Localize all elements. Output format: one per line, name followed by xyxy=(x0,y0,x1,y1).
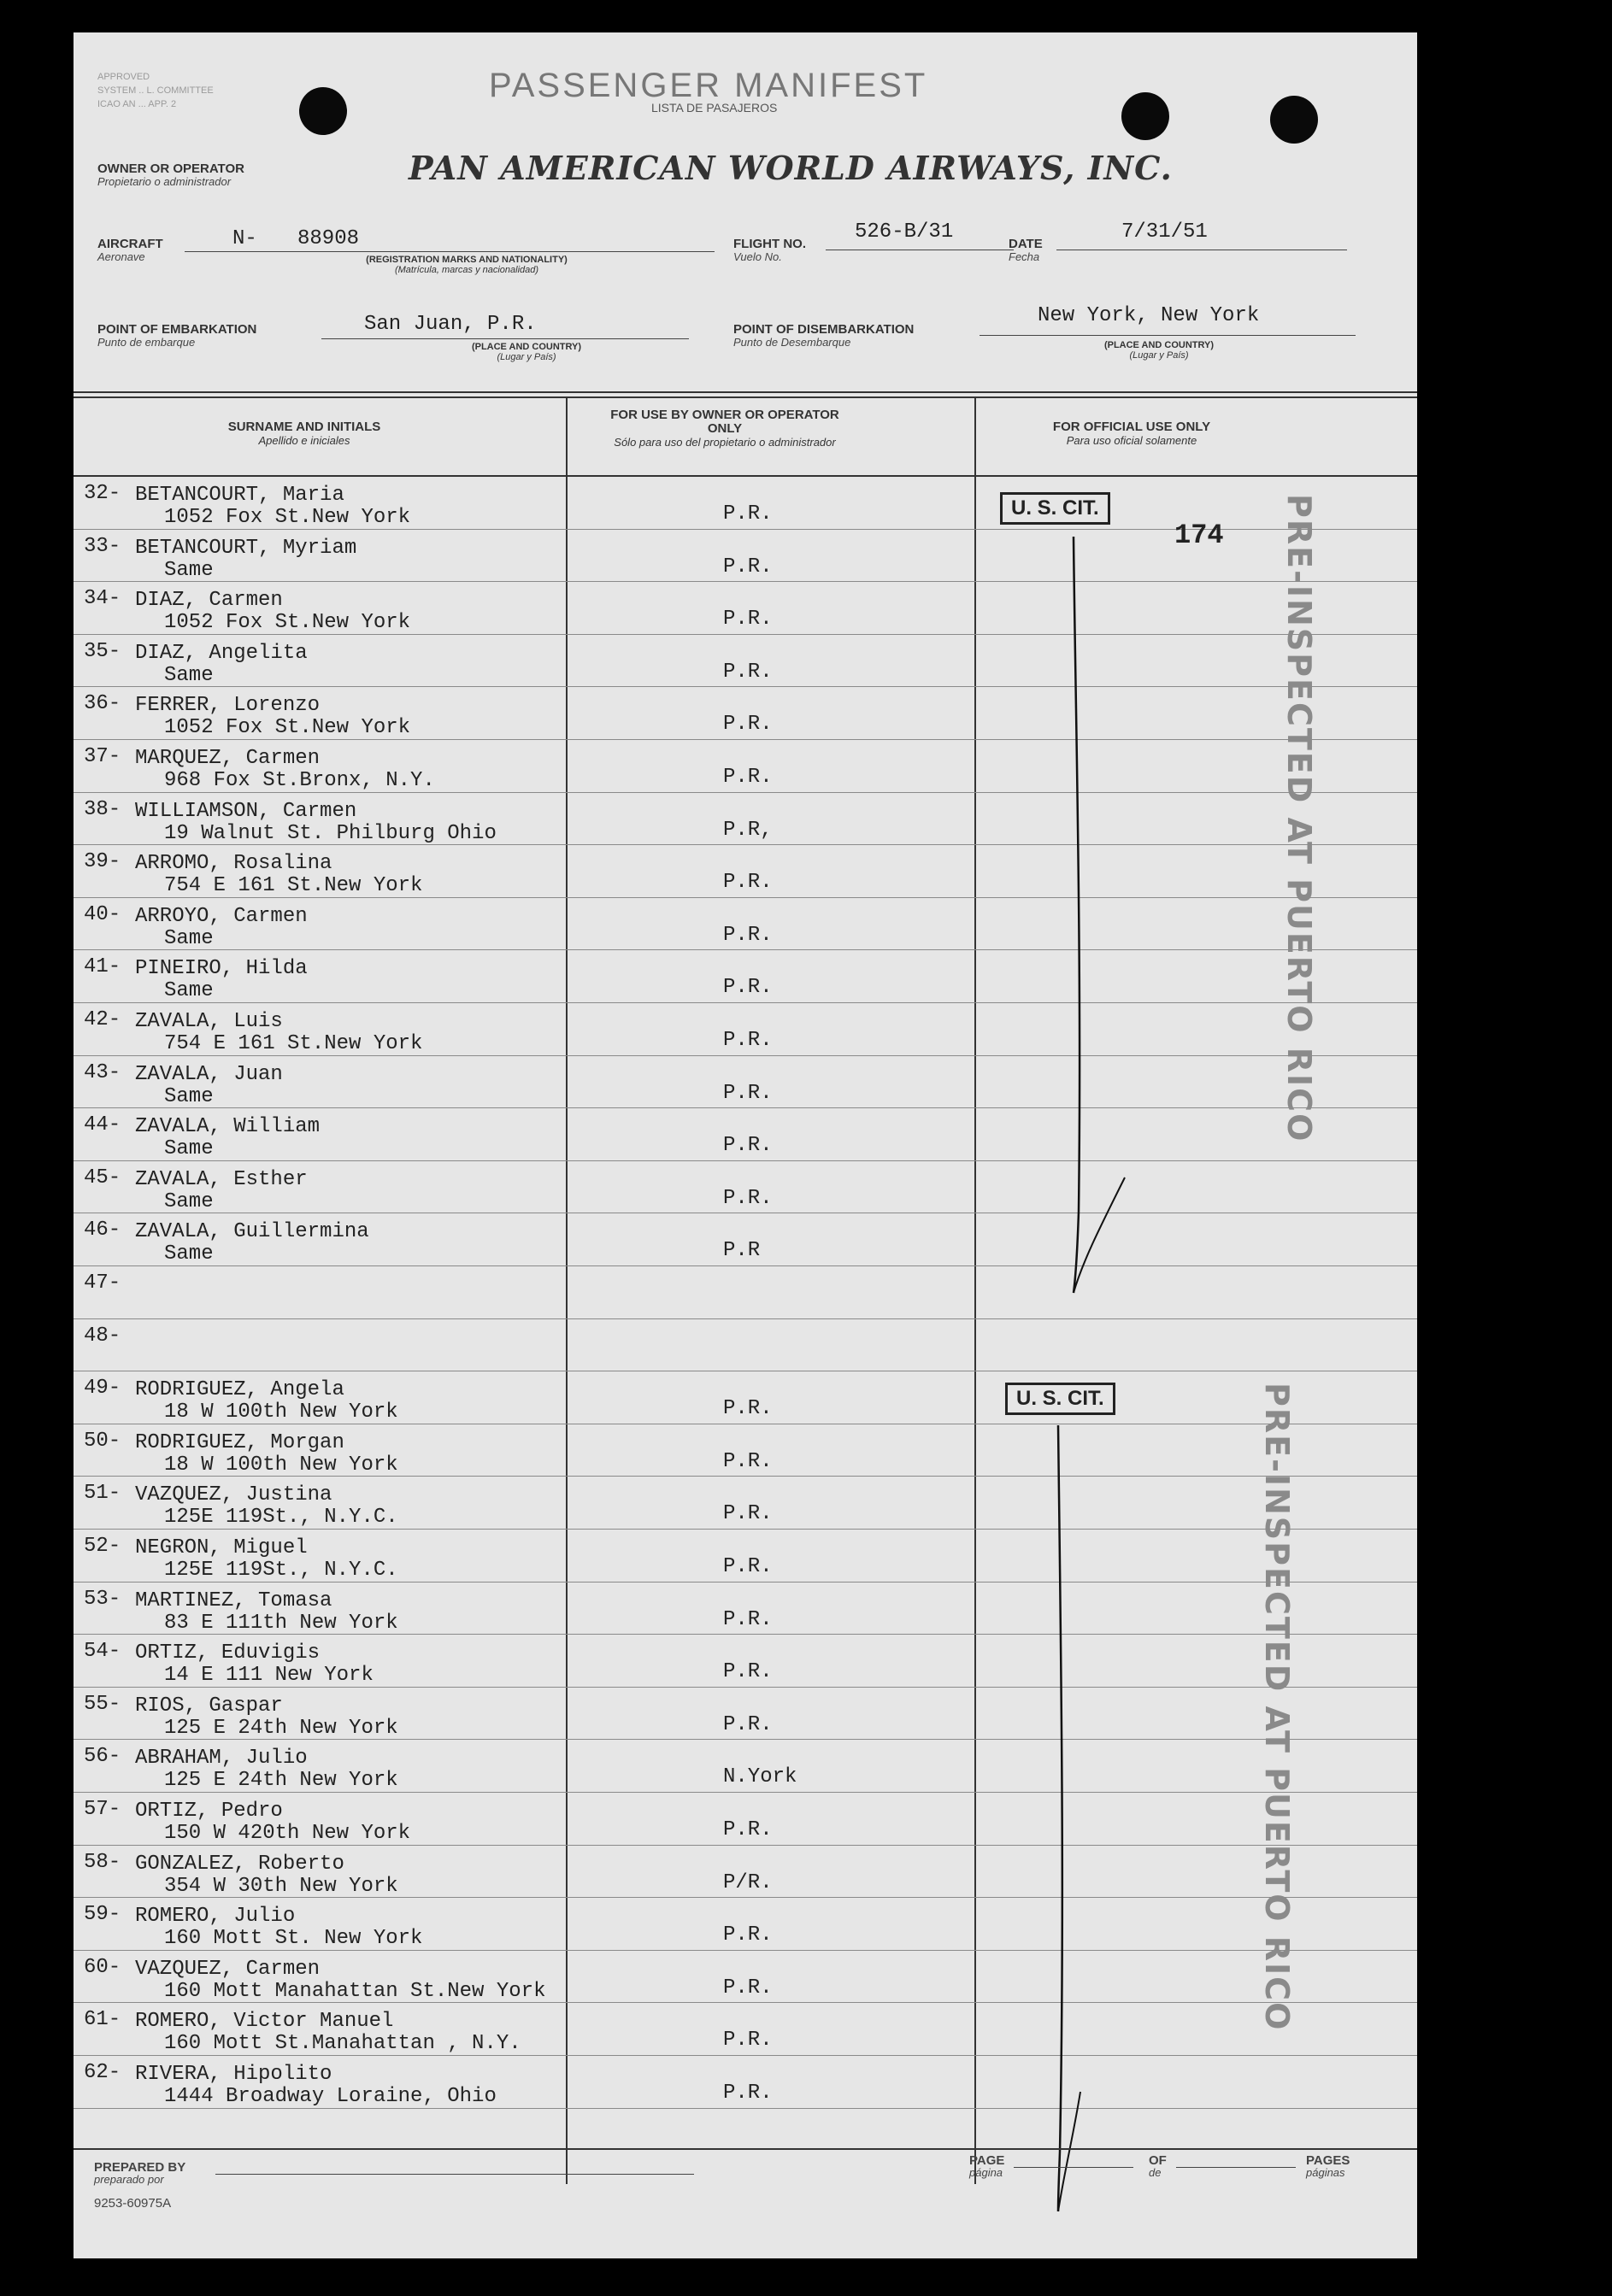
passenger-origin-code: P.R. xyxy=(723,923,773,947)
passenger-origin-code: P.R xyxy=(723,1239,761,1263)
of-line xyxy=(1176,2167,1296,2168)
passenger-address: 754 E 161 St.New York xyxy=(164,1032,423,1055)
form-number: 9253-60975A xyxy=(94,2196,172,2211)
aircraft-label-es: Aeronave xyxy=(97,250,145,263)
column-header-name xyxy=(125,420,484,448)
passenger-name: FERRER, Lorenzo xyxy=(135,694,321,718)
us-citizen-stamp: U. S. CIT. xyxy=(1005,1383,1115,1415)
passenger-number: 62- xyxy=(84,2061,121,2084)
passenger-number: 45- xyxy=(84,1166,121,1189)
passenger-number: 42- xyxy=(84,1008,121,1031)
passenger-name: GONZALEZ, Roberto xyxy=(135,1852,344,1876)
passenger-origin-code: P.R. xyxy=(723,555,773,578)
passenger-address: 18 W 100th New York xyxy=(164,1401,398,1424)
handwritten-check-marks xyxy=(980,528,1150,2237)
table-row xyxy=(74,1583,1417,1635)
column-header-official xyxy=(969,420,1294,448)
table-row xyxy=(74,1424,1417,1477)
date-label-es: Fecha xyxy=(1009,250,1040,263)
place-note-es: (Lugar y País) xyxy=(1129,350,1189,361)
passenger-name: ABRAHAM, Julio xyxy=(135,1747,308,1770)
page-label xyxy=(969,2155,1004,2179)
table-top-rule xyxy=(74,391,1417,393)
passenger-origin-code: P.R. xyxy=(723,713,773,737)
passenger-address: 14 E 111 New York xyxy=(164,1664,374,1688)
table-row xyxy=(74,1003,1417,1056)
place-note-es: (Lugar y País) xyxy=(497,352,556,362)
passenger-address: 125E 119St., N.Y.C. xyxy=(164,1506,398,1530)
passenger-origin-code: P.R. xyxy=(723,1502,773,1526)
passenger-name: BETANCOURT, Maria xyxy=(135,484,344,507)
passenger-origin-code: P.R. xyxy=(723,1712,773,1736)
approval-note xyxy=(97,70,214,111)
passenger-address: Same xyxy=(164,558,214,582)
passenger-number: 35- xyxy=(84,639,121,663)
table-row xyxy=(74,2003,1417,2056)
passenger-origin-code: P/R. xyxy=(723,1870,773,1894)
flight-number: 526-B/31 xyxy=(855,220,954,244)
passenger-name: ORTIZ, Pedro xyxy=(135,1800,283,1823)
registration-note-en: (REGISTRATION MARKS AND NATIONALITY) xyxy=(366,255,568,265)
embarkation-label-en: POINT OF EMBARKATION xyxy=(97,322,257,337)
table-row xyxy=(74,845,1417,898)
embarkation-underline xyxy=(321,338,689,339)
passenger-address: 160 Mott Manahattan St.New York xyxy=(164,1979,546,2003)
prepared-by-label xyxy=(94,2162,185,2186)
passenger-origin-code: P.R. xyxy=(723,1818,773,1841)
column-header-owner xyxy=(597,408,853,449)
page-subtitle: LISTA DE PASAJEROS xyxy=(651,101,778,115)
passenger-name: RIVERA, Hipolito xyxy=(135,2063,332,2086)
passenger-name: MARQUEZ, Carmen xyxy=(135,747,321,770)
pages-label-es: páginas xyxy=(1306,2166,1345,2179)
table-row xyxy=(74,582,1417,635)
manifest-sheet xyxy=(74,32,1417,2258)
page-label-en: PAGE xyxy=(969,2153,1005,2168)
column-header-name-en: SURNAME AND INITIALS xyxy=(227,420,381,434)
page-label-es: página xyxy=(969,2166,1003,2179)
passenger-number: 32- xyxy=(84,482,121,505)
owner-label xyxy=(97,162,244,188)
row-divider xyxy=(74,2108,1417,2109)
passenger-number: 55- xyxy=(84,1692,121,1716)
disembarkation-place: New York, New York xyxy=(1038,304,1260,327)
passenger-address: Same xyxy=(164,1137,214,1161)
passenger-number: 44- xyxy=(84,1113,121,1137)
table-row xyxy=(74,1530,1417,1583)
passenger-name: RODRIGUEZ, Angela xyxy=(135,1378,344,1402)
passenger-address: Same xyxy=(164,663,214,687)
passenger-name: ORTIZ, Eduvigis xyxy=(135,1641,321,1665)
us-citizen-stamp: U. S. CIT. xyxy=(1000,492,1110,525)
punch-hole xyxy=(299,87,347,135)
passenger-number: 50- xyxy=(84,1429,121,1453)
passenger-address: Same xyxy=(164,1242,214,1266)
embarkation-place: San Juan, P.R. xyxy=(364,313,537,336)
passenger-name: PINEIRO, Hilda xyxy=(135,957,308,981)
passenger-number: 51- xyxy=(84,1482,121,1506)
prepared-by-line xyxy=(215,2174,694,2175)
passenger-address: Same xyxy=(164,1084,214,1108)
passenger-number: 36- xyxy=(84,692,121,716)
passenger-origin-code: P.R. xyxy=(723,1923,773,1947)
passenger-origin-code: P.R. xyxy=(723,1134,773,1158)
passenger-number: 41- xyxy=(84,955,121,979)
passenger-number: 54- xyxy=(84,1640,121,1664)
punch-hole xyxy=(1270,96,1318,144)
pages-label xyxy=(1306,2155,1350,2179)
passenger-name: MARTINEZ, Tomasa xyxy=(135,1588,332,1612)
disembarkation-label-es: Punto de Desembarque xyxy=(733,336,851,349)
table-row xyxy=(74,1161,1417,1214)
passenger-name: VAZQUEZ, Carmen xyxy=(135,1957,321,1981)
page-line xyxy=(1014,2167,1133,2168)
passenger-address: 125 E 24th New York xyxy=(164,1769,398,1793)
owner-label-es: Propietario o administrador xyxy=(97,175,232,188)
passenger-address: 1052 Fox St.New York xyxy=(164,506,411,529)
passenger-number: 57- xyxy=(84,1798,121,1821)
passenger-number: 47- xyxy=(84,1271,121,1295)
table-row xyxy=(74,1319,1417,1372)
disembarkation-label-en: POINT OF DISEMBARKATION xyxy=(733,322,915,337)
passenger-address: Same xyxy=(164,979,214,1003)
pre-inspected-stamp: PRE-INSPECTED AT PUERTO RICO xyxy=(1258,1383,1296,2032)
column-header-owner-en: FOR USE BY OWNER OR OPERATOR ONLY xyxy=(610,408,839,436)
passenger-number: 43- xyxy=(84,1060,121,1084)
passenger-count: 174 xyxy=(1174,520,1224,551)
punch-hole xyxy=(1121,92,1169,140)
passenger-number: 56- xyxy=(84,1745,121,1769)
passenger-origin-code: P.R. xyxy=(723,1029,773,1052)
passenger-address: 160 Mott St.Manahattan , N.Y. xyxy=(164,2032,521,2056)
passenger-number: 52- xyxy=(84,1535,121,1558)
passenger-number: 34- xyxy=(84,587,121,611)
passenger-number: 48- xyxy=(84,1324,121,1348)
passenger-origin-code: P.R. xyxy=(723,1449,773,1473)
passenger-number: 59- xyxy=(84,1903,121,1927)
of-label-en: OF xyxy=(1149,2153,1167,2168)
company-name: PAN AMERICAN WORLD AIRWAYS, INC. xyxy=(409,149,1173,187)
passenger-name: RODRIGUEZ, Morgan xyxy=(135,1430,344,1454)
pre-inspected-stamp: PRE-INSPECTED AT PUERTO RICO xyxy=(1280,494,1318,1143)
passenger-origin-code: P.R, xyxy=(723,818,773,842)
of-label-es: de xyxy=(1149,2166,1162,2179)
passenger-number: 40- xyxy=(84,902,121,926)
table-row xyxy=(74,1371,1417,1424)
passenger-origin-code: P.R. xyxy=(723,502,773,526)
flight-label-en: FLIGHT NO. xyxy=(733,237,806,251)
table-row xyxy=(74,1951,1417,2004)
date-label xyxy=(1009,238,1043,263)
passenger-address: 1444 Broadway Loraine, Ohio xyxy=(164,2085,497,2108)
passenger-address: 125 E 24th New York xyxy=(164,1716,398,1740)
table-row xyxy=(74,793,1417,846)
passenger-origin-code: P.R. xyxy=(723,1607,773,1631)
passenger-number: 58- xyxy=(84,1850,121,1874)
table-row xyxy=(74,2056,1417,2109)
passenger-name: WILLIAMSON, Carmen xyxy=(135,799,357,823)
passenger-name: ARROYO, Carmen xyxy=(135,904,308,928)
flight-label xyxy=(733,238,806,263)
aircraft-prefix: N- xyxy=(232,227,257,250)
column-header-name-es: Apellido e iniciales xyxy=(258,434,350,447)
table-row xyxy=(74,1740,1417,1793)
table-row xyxy=(74,740,1417,793)
registration-note-es: (Matrícula, marcas y nacionalidad) xyxy=(394,265,539,275)
passenger-origin-code: P.R. xyxy=(723,608,773,631)
passenger-address: 83 E 111th New York xyxy=(164,1611,398,1635)
disembarkation-place-note xyxy=(1074,340,1244,361)
passenger-number: 37- xyxy=(84,745,121,768)
prepared-by-es: preparado por xyxy=(94,2173,164,2186)
date-label-en: DATE xyxy=(1009,237,1043,251)
page-title: PASSENGER MANIFEST xyxy=(489,67,928,104)
passenger-origin-code: N.York xyxy=(723,1765,797,1789)
passenger-number: 39- xyxy=(84,850,121,874)
passenger-origin-code: P.R. xyxy=(723,1660,773,1684)
column-header-official-es: Para uso oficial solamente xyxy=(1066,434,1197,447)
pages-label-en: PAGES xyxy=(1306,2153,1350,2168)
table-row xyxy=(74,1688,1417,1741)
passenger-name: NEGRON, Miguel xyxy=(135,1536,308,1559)
passenger-number: 49- xyxy=(84,1377,121,1401)
passenger-origin-code: P.R. xyxy=(723,976,773,1000)
table-row xyxy=(74,1108,1417,1161)
passenger-address: 150 W 420th New York xyxy=(164,1822,411,1845)
disembarkation-label xyxy=(733,323,914,349)
passenger-address: 968 Fox St.Bronx, N.Y. xyxy=(164,769,435,792)
approval-line: SYSTEM .. L. COMMITTEE xyxy=(97,85,214,96)
embarkation-label-es: Punto de embarque xyxy=(97,336,196,349)
column-header-official-en: FOR OFFICIAL USE ONLY xyxy=(1052,420,1211,434)
passenger-origin-code: P.R. xyxy=(723,1397,773,1421)
prepared-by-en: PREPARED BY xyxy=(94,2160,186,2175)
passenger-origin-code: P.R. xyxy=(723,1555,773,1578)
passenger-number: 33- xyxy=(84,534,121,558)
passenger-address: 160 Mott St. New York xyxy=(164,1927,423,1951)
passenger-address: Same xyxy=(164,1189,214,1213)
passenger-origin-code: P.R. xyxy=(723,2082,773,2105)
table-row xyxy=(74,950,1417,1003)
passenger-address: 18 W 100th New York xyxy=(164,1453,398,1477)
table-row xyxy=(74,1635,1417,1688)
passenger-origin-code: P.R. xyxy=(723,1186,773,1210)
passenger-number: 38- xyxy=(84,797,121,821)
passenger-address: 1052 Fox St.New York xyxy=(164,611,411,635)
passenger-name: ZAVALA, Juan xyxy=(135,1062,283,1086)
table-row xyxy=(74,1266,1417,1319)
registration-note xyxy=(313,255,621,275)
table-row xyxy=(74,1793,1417,1846)
passenger-name: ARROMO, Rosalina xyxy=(135,852,332,876)
disembarkation-underline xyxy=(980,335,1356,336)
table-row xyxy=(74,1846,1417,1899)
passenger-name: VAZQUEZ, Justina xyxy=(135,1483,332,1507)
passenger-name: ZAVALA, Guillermina xyxy=(135,1220,369,1244)
table-row xyxy=(74,1898,1417,1951)
column-header-owner-es: Sólo para uso del propietario o administrador xyxy=(614,436,836,449)
approval-line: ICAO AN ... APP. 2 xyxy=(97,99,177,109)
aircraft-label xyxy=(97,238,163,263)
passenger-number: 61- xyxy=(84,2008,121,2032)
passenger-name: BETANCOURT, Myriam xyxy=(135,536,357,560)
passenger-origin-code: P.R. xyxy=(723,766,773,789)
of-label xyxy=(1149,2155,1167,2179)
embarkation-place-note xyxy=(441,342,612,362)
table-row xyxy=(74,898,1417,951)
passenger-address: 1052 Fox St.New York xyxy=(164,716,411,740)
passenger-name: ZAVALA, William xyxy=(135,1115,321,1139)
aircraft-number: 88908 xyxy=(297,227,360,250)
passenger-name: ROMERO, Julio xyxy=(135,1905,296,1929)
table-bottom-rule xyxy=(74,2148,1417,2150)
aircraft-label-en: AIRCRAFT xyxy=(97,237,163,251)
passenger-origin-code: P.R. xyxy=(723,871,773,895)
passenger-address: 754 E 161 St.New York xyxy=(164,874,423,898)
passenger-number: 53- xyxy=(84,1587,121,1611)
passenger-name: RIOS, Gaspar xyxy=(135,1694,283,1718)
flight-date: 7/31/51 xyxy=(1121,220,1208,244)
table-row xyxy=(74,1056,1417,1109)
table-row xyxy=(74,635,1417,688)
table-row xyxy=(74,1477,1417,1530)
table-top-rule xyxy=(74,396,1417,398)
passenger-name: DIAZ, Carmen xyxy=(135,589,283,613)
passenger-name: ROMERO, Victor Manuel xyxy=(135,2010,394,2034)
passenger-name: ZAVALA, Luis xyxy=(135,1010,283,1033)
passenger-name: DIAZ, Angelita xyxy=(135,641,308,665)
passenger-address: 19 Walnut St. Philburg Ohio xyxy=(164,821,497,845)
passenger-address: 354 W 30th New York xyxy=(164,1874,398,1898)
passenger-name: ZAVALA, Esther xyxy=(135,1167,308,1191)
owner-label-en: OWNER OR OPERATOR xyxy=(97,161,244,176)
passenger-address: 125E 119St., N.Y.C. xyxy=(164,1559,398,1582)
approval-line: APPROVED xyxy=(97,72,150,82)
place-note-en: (PLACE AND COUNTRY) xyxy=(471,342,582,352)
table-row xyxy=(74,687,1417,740)
table-row xyxy=(74,1213,1417,1266)
passenger-address: Same xyxy=(164,926,214,950)
passenger-origin-code: P.R. xyxy=(723,1081,773,1105)
embarkation-label xyxy=(97,323,256,349)
passenger-origin-code: P.R. xyxy=(723,1976,773,1999)
place-note-en: (PLACE AND COUNTRY) xyxy=(1103,340,1215,350)
passenger-origin-code: P.R. xyxy=(723,660,773,684)
passenger-number: 46- xyxy=(84,1218,121,1242)
passenger-origin-code: P.R. xyxy=(723,2029,773,2052)
aircraft-underline xyxy=(185,251,715,252)
passenger-number: 60- xyxy=(84,1955,121,1979)
flight-label-es: Vuelo No. xyxy=(733,250,782,263)
